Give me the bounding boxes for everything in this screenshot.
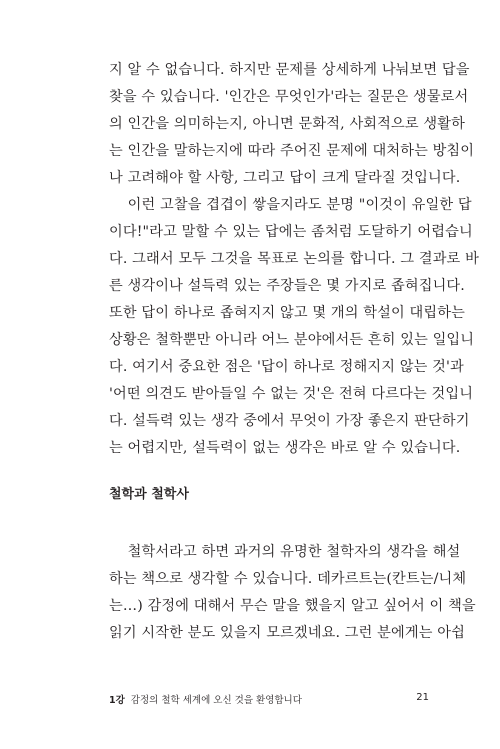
body-line: 는 어렵지만, 설득력이 없는 생각은 바로 알 수 있습니다. (109, 440, 461, 456)
chapter-label: 1강 (109, 695, 125, 706)
chapter-title: 감정의 철학 세계에 오신 것을 환영합니다 (130, 695, 302, 706)
body-line: 이다!"라고 말할 수 있는 답에는 좀처럼 도달하기 어렵습니 (109, 224, 473, 240)
section-heading: 철학과 철학사 (109, 487, 189, 502)
body-line: 다. 설득력 있는 생각 중에서 무엇이 가장 좋은지 판단하기 (109, 413, 470, 429)
section-line: 철학서라고 하면 과거의 유명한 철학자의 생각을 해설 (109, 544, 461, 560)
body-line: 다. 여기서 중요한 점은 '답이 하나로 정해지지 않는 것'과 (109, 359, 464, 375)
body-line: 다. 그래서 모두 그것을 목표로 논의를 합니다. 그 결과로 바 (109, 251, 479, 267)
body-line: '어떤 의견도 받아들일 수 없는 것'은 전혀 다르다는 것입니 (109, 386, 474, 402)
body-line: 지 알 수 없습니다. 하지만 문제를 상세하게 나눠보면 답을 (109, 62, 470, 78)
body-line: 나 고려해야 할 사항, 그리고 답이 크게 달라질 것입니다. (109, 170, 461, 186)
body-line: 는 인간을 말하는지에 따라 주어진 문제에 대처하는 방침이 (109, 143, 475, 159)
body-line: 찾을 수 있습니다. '인간은 무엇인가'라는 질문은 생물로서 (109, 89, 469, 105)
section-line: 읽기 시작한 분도 있을지 모르겠네요. 그런 분에게는 아쉽 (109, 625, 465, 641)
section-line: 는…) 감정에 대해서 무슨 말을 했을지 알고 싶어서 이 책을 (109, 598, 476, 614)
body-line: 또한 답이 하나로 좁혀지지 않고 몇 개의 학설이 대립하는 (109, 305, 465, 321)
body-line: 이런 고찰을 겹겹이 쌓을지라도 분명 "이것이 유일한 답 (109, 197, 472, 213)
page-number: 21 (416, 692, 429, 703)
page-footer (109, 692, 439, 708)
section-line: 하는 책으로 생각할 수 있습니다. 데카르트는(칸트는/니체 (109, 571, 467, 587)
body-line: 상황은 철학뿐만 아니라 어느 분야에서든 흔히 있는 일입니 (109, 332, 475, 348)
body-line: 의 인간을 의미하는지, 아니면 문화적, 사회적으로 생활하 (109, 116, 465, 132)
body-line: 른 생각이나 설득력 있는 주장들은 몇 가지로 좁혀집니다. (109, 278, 465, 294)
